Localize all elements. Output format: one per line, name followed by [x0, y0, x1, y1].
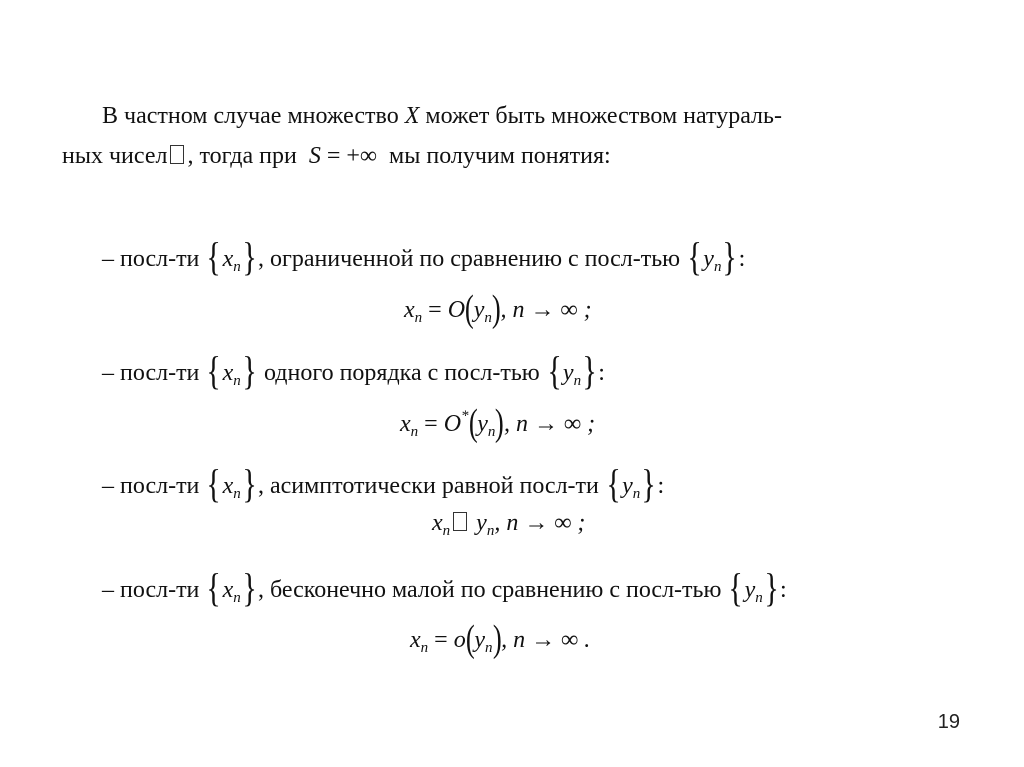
item-1-formula: $x_n = O(y_n)$, n → ∞ ;: [404, 288, 592, 330]
page-number: 19: [937, 711, 960, 733]
intro-line-1: В частном случае множество X может быть множеством натураль-: [102, 103, 782, 129]
naturals-symbol-icon: [170, 145, 184, 164]
item-3-text: – посл-ти $\{x_n\}$, асимптотически равной посл-ти $\{y_n\}$:: [102, 461, 665, 506]
tilde-symbol-icon: [453, 512, 467, 531]
item-2-text: – посл-ти $\{x_n\}$ одного порядка с посл-тью $\{y_n\}$:: [102, 348, 605, 393]
item-1-text: – посл-ти $\{x_n\}$, ограниченной по сравнению с посл-тью $\{y_n\}$:: [102, 234, 746, 279]
intro-line-2: ных чисел , тогда при S = +∞ мы получим понятия:: [62, 143, 611, 169]
set-x: X: [404, 103, 420, 129]
item-2-formula: $x_n = O^*(y_n)$, n → ∞ ;: [400, 402, 596, 444]
item-4-text: – посл-ти $\{x_n\}$, бесконечно малой по сравнению с посл-тью $\{y_n\}$:: [102, 565, 787, 610]
item-3-formula: $x_n$ $y_n$, n → ∞ ;: [432, 510, 586, 539]
item-4-formula: $x_n = o(y_n)$, n → ∞ .: [410, 618, 591, 660]
